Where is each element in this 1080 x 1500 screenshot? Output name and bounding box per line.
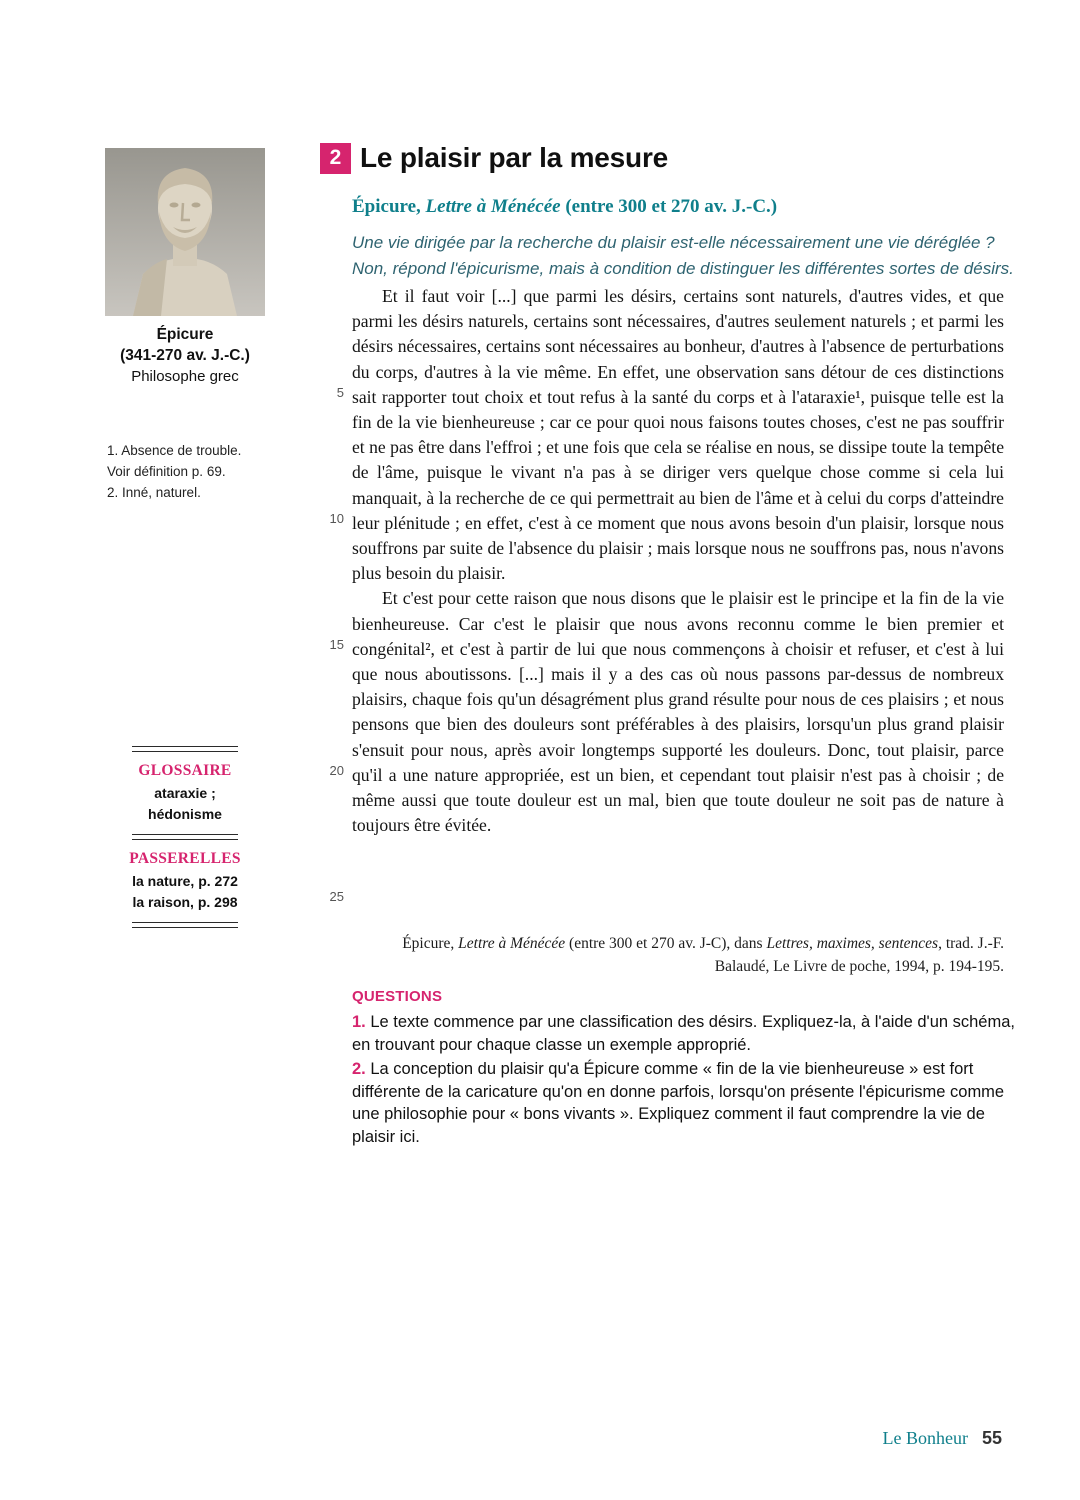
passerelles-items bbox=[118, 871, 252, 913]
question-text: La conception du plaisir qu'a Épicure comme « fin de la vie bienheureuse » est fort différente de la caricature qu'on en donne parfois, lorsqu'on présente l'épicurisme comme une philosophie pour « bons vivants ». Expliquez comment il faut comprendre la vie de plaisir ici. bbox=[352, 1060, 1005, 1146]
line-number: 15 bbox=[329, 637, 344, 652]
footnote-line: 1. Absence de trouble. bbox=[107, 443, 242, 458]
epicurus-portrait bbox=[105, 148, 265, 316]
passerelle-item: la nature, p. 272 bbox=[132, 873, 238, 889]
portrait-dates: (341-270 av. J.-C.) bbox=[120, 347, 250, 364]
text-source-line bbox=[352, 196, 1012, 218]
intro-chapeau bbox=[352, 230, 1016, 282]
intro-line: Une vie dirigée par la recherche du plaisir est-elle nécessairement une vie déréglée ? bbox=[352, 233, 995, 252]
portrait-name: Épicure bbox=[156, 326, 214, 343]
reference-box bbox=[118, 746, 252, 928]
source-dates: (entre 300 et 270 av. J.-C.) bbox=[560, 196, 778, 217]
question-item bbox=[352, 1011, 1016, 1056]
portrait-caption bbox=[95, 324, 275, 387]
question-text: Le texte commence par une classification des désirs. Expliquez-la, à l'aide d'un schéma, en trouvant pour chaque classe un exemple approprié. bbox=[352, 1013, 1015, 1054]
citation-author: Épicure, bbox=[402, 935, 459, 952]
citation-work: Lettre à Ménécée bbox=[458, 935, 566, 952]
page-number: 55 bbox=[981, 1428, 1002, 1448]
citation-detail: (entre 300 et 270 av. J-C), dans bbox=[565, 935, 767, 952]
citation-edition: , trad. J.-F. Balaudé, Le Livre de poche, 1994, p. 194-195. bbox=[714, 935, 1004, 975]
line-number: 10 bbox=[329, 511, 344, 526]
question-number: 1. bbox=[352, 1013, 366, 1031]
text-paragraph: Et il faut voir [...] que parmi les désirs, certains sont naturels, d'autres vides, et que parmi les désirs naturels, certains sont nécessaires, d'autres seulement naturels ; et parmi les désirs nécessaires, certains sont nécessaires au bonheur, d'autres à l'absence de perturbations du corps, d'autres à la vie même. En effet, une observation sans détour de ces distinctions sait rapporter tout choix et tout refus à la santé du corps et à l'ataraxie¹, puisque telle est la fin de la vie bienheureuse ; car ce pour quoi nous faisons toutes choses, c'est ne pas souffrir et ne pas être dans l'effroi ; et une fois que cela se réalise en nous, se dissipe toute la tempête de l'âme, puisque le vivant n'a pas à se diriger vers quelque chose comme si cela lui manquait, à la recherche de ce qui permettrait au bien de l'âme et à celui du corps d'atteindre leur plénitude ; en effet, c'est à ce moment que nous avons besoin d'un plaisir, lorsque nous souffrons par suite de l'absence du plaisir ; mais lorsque nous ne souffrons pas, nous n'avons plus besoin du plaisir. bbox=[352, 286, 1004, 584]
section-heading bbox=[320, 142, 668, 174]
passerelles-title: PASSERELLES bbox=[129, 850, 241, 867]
questions-title: QUESTIONS bbox=[352, 988, 443, 1005]
line-number: 25 bbox=[329, 889, 344, 904]
question-item bbox=[352, 1058, 1016, 1148]
divider-double-rule bbox=[132, 922, 238, 928]
glossaire-items: ataraxie ; hédonisme bbox=[148, 785, 222, 822]
portrait-role: Philosophe grec bbox=[131, 368, 239, 385]
citation-reference bbox=[352, 932, 1004, 978]
divider-double-rule bbox=[132, 746, 238, 752]
line-number: 5 bbox=[336, 385, 344, 400]
question-number: 2. bbox=[352, 1060, 366, 1078]
source-work-title: Lettre à Ménécée bbox=[425, 196, 561, 217]
passerelle-item: la raison, p. 298 bbox=[132, 894, 238, 910]
footnote-line: 2. Inné, naturel. bbox=[107, 485, 201, 500]
page-footer bbox=[882, 1428, 1002, 1449]
page-title: Le plaisir par la mesure bbox=[360, 142, 669, 173]
chapter-name: Le Bonheur bbox=[882, 1428, 968, 1448]
intro-line: Non, répond l'épicurisme, mais à condition de distinguer les différentes sortes de désirs. bbox=[352, 259, 1014, 278]
citation-collection: Lettres, maximes, sentences bbox=[766, 935, 939, 952]
footnotes bbox=[107, 440, 287, 503]
main-text bbox=[352, 284, 1004, 838]
divider-double-rule bbox=[132, 834, 238, 840]
section-number-badge: 2 bbox=[320, 143, 351, 174]
line-number: 20 bbox=[329, 763, 344, 778]
footnote-line: Voir définition p. 69. bbox=[107, 464, 226, 479]
text-paragraph: Et c'est pour cette raison que nous disons que le plaisir est le principe et la fin de la vie bienheureuse. Car c'est le plaisir que nous avons reconnu comme le bien premier et congénital², et c'est à partir de lui que nous commençons à choisir et refuser, et c'est à lui que nous aboutissons. [...] mais il y a des cas où nous passons par-dessus de nombreux plaisirs, chaque fois qu'un désagrément plus grand résulte pour nous de ces plaisirs ; et nous pensons que bien des douleurs sont préférables à des plaisirs, lorsqu'un plus grand plaisir s'ensuit pour nous, après avoir longtemps supporté les douleurs. Donc, tout plaisir, parce qu'il a une nature appropriée, est un bien, et cependant tout plaisir n'est pas à choisir ; de même aussi que toute douleur est un mal, bien que toute douleur ne soit pas de nature à toujours être évitée. bbox=[352, 588, 1004, 836]
marble-bust-illustration bbox=[105, 148, 265, 316]
source-author: Épicure, bbox=[352, 196, 426, 217]
questions-block bbox=[352, 988, 1016, 1150]
glossaire-title: GLOSSAIRE bbox=[138, 762, 232, 779]
